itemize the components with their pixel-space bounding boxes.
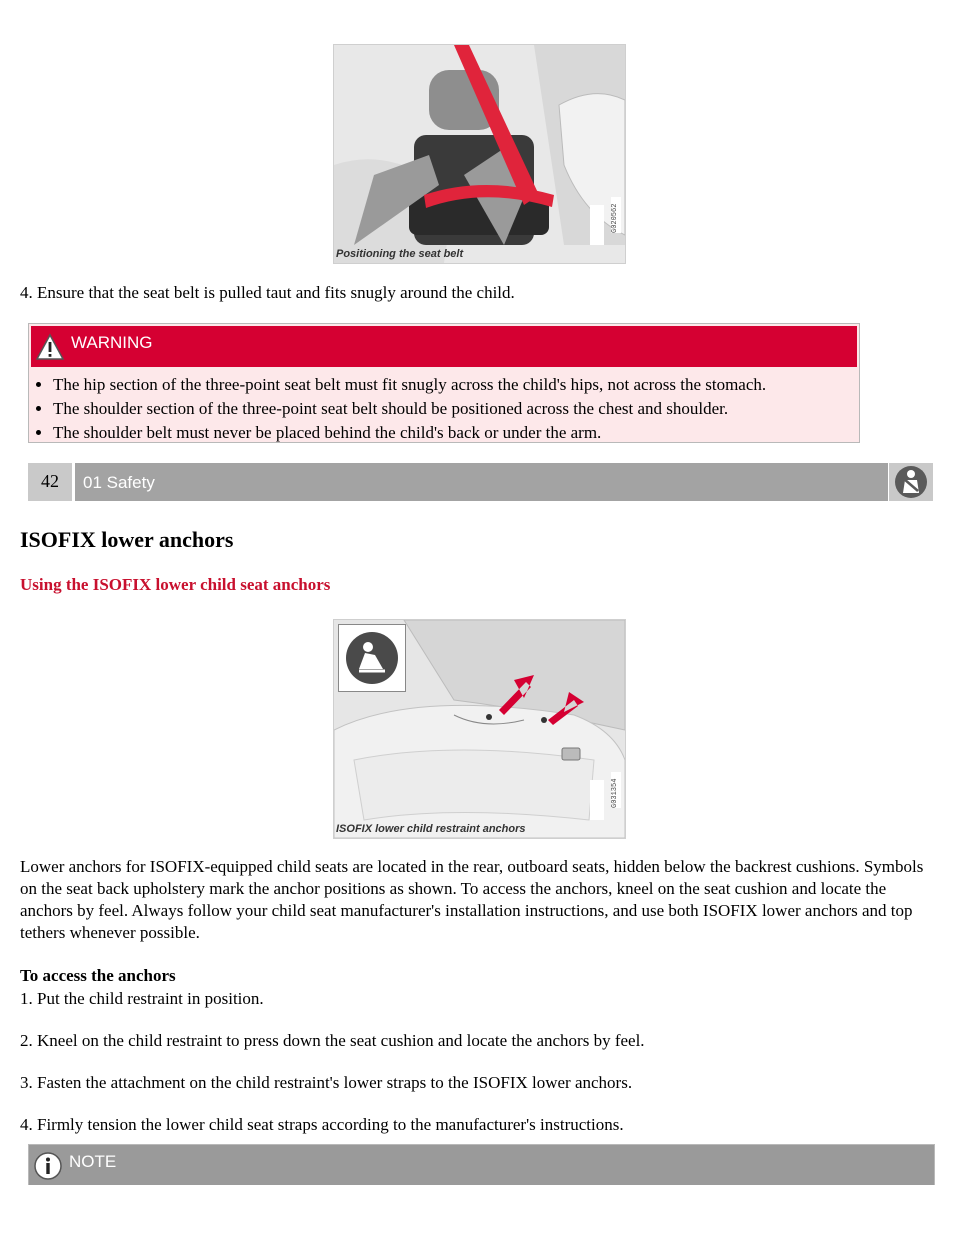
step-item: 3. Fasten the attachment on the child restraint's lower straps to the ISOFIX lower anchors.: [20, 1073, 633, 1092]
list-item: • The shoulder section of the three-point seat belt should be positioned across the chest and shoulder.: [53, 397, 859, 421]
seatbelt-person-icon: [889, 463, 933, 501]
figure-caption: ISOFIX lower child restraint anchors: [336, 823, 526, 835]
step-item: 4. Firmly tension the lower child seat straps according to the manufacturer's instructions.: [20, 1115, 624, 1134]
section-subtitle: Using the ISOFIX lower child seat anchors: [20, 575, 331, 594]
list-item: • The shoulder belt must never be placed behind the child's back or under the arm.: [53, 421, 859, 445]
step-item: 2. Kneel on the child restraint to press down the seat cushion and locate the anchors by feel.: [20, 1031, 645, 1050]
warning-title: WARNING: [71, 333, 153, 352]
warning-header: [31, 326, 857, 367]
step-paragraph: 4. Ensure that the seat belt is pulled taut and fits snugly around the child.: [20, 283, 515, 302]
note-box: [28, 1144, 935, 1185]
isofix-figure: [333, 619, 626, 839]
seat-belt-figure: [333, 44, 626, 264]
page-number: 42: [28, 463, 72, 501]
info-icon: [33, 1151, 63, 1181]
intro-paragraph: Lower anchors for ISOFIX-equipped child seats are located in the rear, outboard seats, hidden below the backrest cushions. Symbols on the seat back upholstery mark the anchor positions as shown. To access the anchors, kneel on the seat cushion and locate the anchors by feel. Always follow your child seat manufacturer's installation instructions, and use both ISOFIX lower anchors and top tethers whenever possible.: [20, 857, 924, 942]
seat-belt-illustration: [334, 45, 625, 263]
page-title: ISOFIX lower anchors: [20, 527, 234, 552]
warning-box: [28, 323, 860, 443]
isofix-symbol-box: [338, 624, 406, 692]
access-heading: To access the anchors: [20, 966, 176, 985]
figure-caption: Positioning the seat belt: [336, 248, 464, 260]
figure-code: G020562: [611, 197, 621, 233]
warning-triangle-icon: [35, 333, 65, 361]
note-title: NOTE: [69, 1152, 117, 1171]
warning-list: [29, 373, 859, 445]
isofix-symbol-icon: [339, 625, 405, 691]
section-title: 01 Safety: [75, 463, 888, 501]
section-header-bar: [28, 463, 933, 501]
step-item: 1. Put the child restraint in position.: [20, 989, 264, 1008]
figure-code: G031354: [611, 772, 621, 808]
note-header: [29, 1145, 934, 1185]
section-icon-box: [889, 463, 933, 501]
list-item: • The hip section of the three-point seat belt must fit snugly across the child's hips, not across the stomach.: [53, 373, 859, 397]
